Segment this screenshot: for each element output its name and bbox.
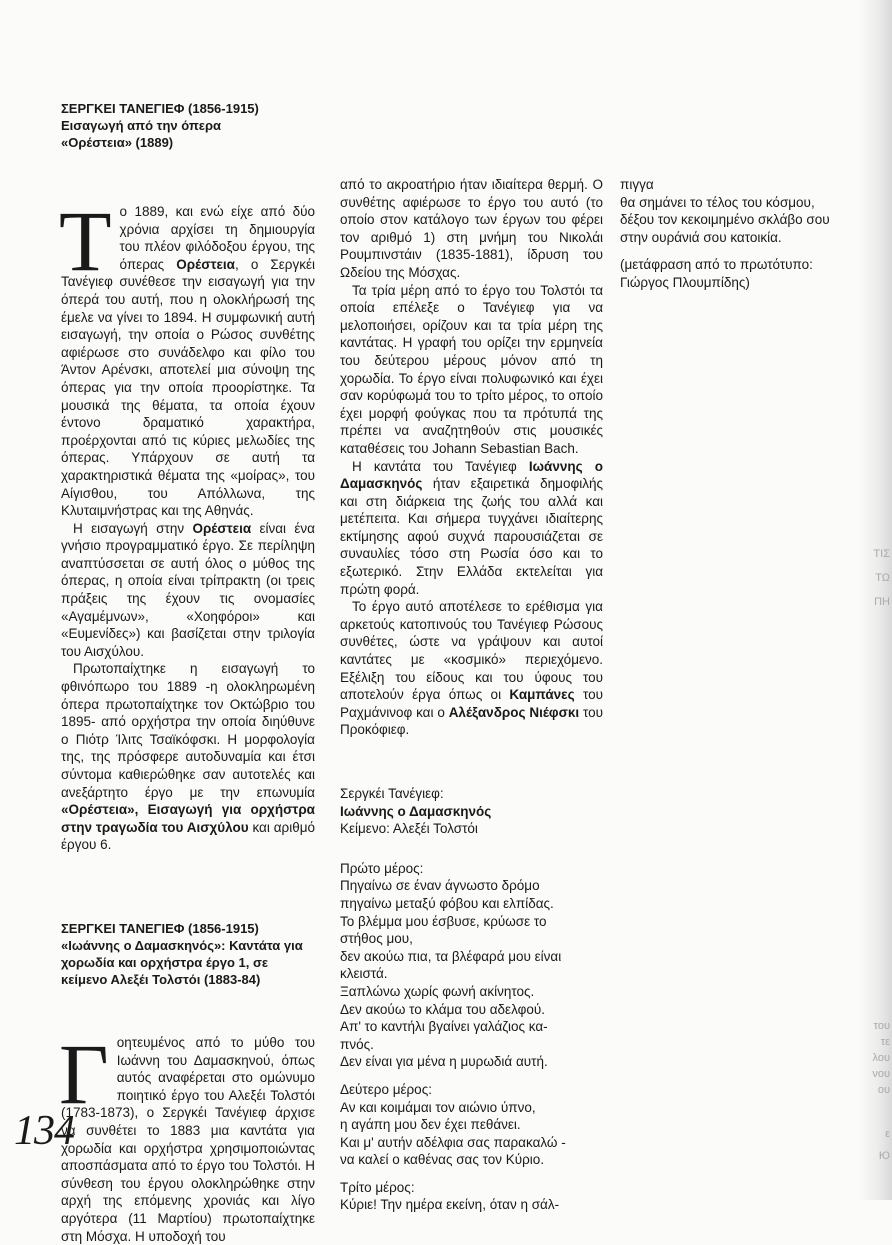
article2-paragraph [59,1025,315,1245]
translation-line: (μετάφραση από το πρωτότυπο: [620,257,813,273]
poem-line: πιγγα [620,177,654,192]
edge-fragment: ου [877,1084,890,1096]
text-run: Το έργο αυτό αποτέλεσε το ερέθισμα για αρκετούς κατοπινούς του Τανέγιεφ Ρώσους συνθέτες, ώστε να γράψουν και αυτοί καντάτες με «κοσμικό» περιεχόμενο. Εξέλιξη του είδους και του ύφους του αποτελούν έργα όπως οι [340,599,603,703]
article1-heading-line: ΣΕΡΓΚΕΙ ΤΑΝΕΓΙΕΦ (1856-1915) [61,101,259,116]
text-run: του Προκόφιεφ. [340,704,603,738]
poem-lines [340,877,603,1071]
text-run: Η εισαγωγή στην [73,520,193,536]
article2-paragraph [340,458,603,599]
poem-line: Κύριε! Την ημέρα εκείνη, όταν η σάλ- [340,1197,560,1213]
text-run: , ο Σεργκέι Τανέγιεφ συνέθεσε την εισαγωγή για την όπερά του αυτή, που η ολοκλήρωσή της έμελε να γίνει το 1894. Η συμφωνική αυτή εισαγωγή, την οποία ο Ρώσος συνθέτης αφιέρωσε στο συνάδελφο και φίλο του Άντον Αρένσκι, αποτελεί μια σύνοψη της όπερας για την οποία προορίστηκε. Τα μουσικά της θέματα, τα οποία έχουν έντονο δραματικό χαρακτήρα, προέρχονται από τις κύριες μελωδίες της όπερας. Υπάρχουν σε αυτή τα χαρακτηριστικά θέματα της «μοίρας», του Αίγισθου, του Απόλλωνα, της Κλυταιμνήστρας και της Αθηνάς. [61,256,315,519]
poem-line: Δεν είναι για μένα η μυρωδιά αυτή. [340,1054,548,1070]
poem-line: Αν και κοιμάμαι τον αιώνιο ύπνο, [340,1099,536,1115]
poem-part-title: Τρίτο μέρος: [340,1179,415,1195]
edge-fragment: ΤΙΣ [873,548,890,560]
article2-heading-line: «Ιωάννης ο Δαμασκηνός»: Καντάτα για χορωδία και ορχήστρα έργο 1, σε κείμενο Αλεξέι Τολστόι (1883-84) [61,937,303,987]
article2-paragraph: από το ακροατήριο ήταν ιδιαίτερα θερμή. Ο συνθέτης αφιέρωσε το έργο του αυτό (το οποίο στον κατάλογο των έργων του φέρει τον αριθμό 1) στη μνήμη του Νικολάι Ρουμπινστάιν (1835-1881), ίδρυση του Ωδείου της Μόσχας. [340,177,603,280]
poem-line: Πηγαίνω σε έναν άγνωστο δρόμο [340,878,540,894]
text-run: του Ραχμάνινοφ και ο [340,687,603,720]
text-run: Η καντάτα του Τανέγιεφ [352,458,529,474]
article2-heading-line: ΣΕΡΓΚΕΙ ΤΑΝΕΓΙΕΦ (1856-1915) [61,920,259,936]
poem-line: Το βλέμμα μου έσβυσε, κρύωσε το [340,913,547,929]
bold-title: Ορέστεια [176,256,235,272]
text-run: ο 1889, και ενώ είχε από δύο χρόνια αρχίσει τη δημιουργία του πλέον φιλόδοξου έργου, της όπερας [119,204,315,272]
article1-heading-line: Εισαγωγή από την όπερα [61,118,221,133]
text-run: και αριθμό έργου 6. [61,819,315,853]
column-middle [340,176,603,1214]
poem-lines [620,176,852,246]
edge-fragment: ΠΗ [874,596,890,608]
poem-line: δεν ακούω πια, τα βλέφαρά μου είναι [340,948,562,964]
poem-title: Ιωάννης ο Δαμασκηνός [340,803,492,819]
poem-line: Και μ' αυτήν αδέλφια σας παρακαλώ - [340,1134,566,1150]
translation-line: Γιώργος Πλουμπίδης) [620,274,750,290]
article2-paragraph [340,598,603,739]
poem-line: κλειστά. [340,966,388,982]
article1-paragraph [59,193,315,520]
edge-fragment: τε [880,1036,890,1048]
poem-line: θα σημάνει το τέλος του κόσμου, [620,194,815,210]
column-left [61,100,315,1245]
poem [340,785,603,1214]
poem-part-title: Δεύτερο μέρος: [340,1081,432,1097]
poem-line: πηγαίνω μεταξύ φόβου και ελπίδας. [340,895,554,911]
edge-fragment: Ю [878,1150,890,1162]
article1-paragraph [61,660,315,854]
text-run: οητευμένος από το μύθο του Ιωάννη του Δαμασκηνού, όπως αυτός αναφέρεται στο ομώνυμο ποιητικό έργο του Αλεξέι Τολστόι (1783-1873), ο Σεργκέι Τανέγιεφ άρχισε να συνθέτει το 1883 μια καντάτα για χορωδία και ορχήστρα χρησιμοποιώντας αποσπάσματα από το έργο του Τολστόι. Η σύνθεση του έργου ολοκληρώθηκε στην αρχή της επόμενης χρονιάς και λίγο αργότερα (11 Μαρτίου) πρωτοπαίχτηκε στη Μόσχα. Η υποδοχή του [61,1034,315,1244]
page-number: 134 [14,1108,74,1154]
article2-heading [61,920,315,988]
column-right [620,176,852,292]
text-run: είναι ένα γνήσιο προγραμματικό έργο. Σε περίληψη αναπτύσσεται σε αυτή όλος ο μύθος της όπερας, η οποία είναι τρίπρακτη (οι τρεις πράξεις της έχουν τις ονομασίες «Αγαμέμνων», «Χοηφόροι» και «Ευμενίδες») και βασίζεται στην τριλογία του Αισχύλου. [61,520,315,659]
poem-author: Σεργκέι Τανέγιεφ: [340,786,444,801]
poem-line: να καλεί ο καθένας σας τον Κύριο. [340,1152,545,1168]
edge-fragment: νου [872,1068,890,1080]
poem-text-by: Κείμενο: Αλεξέι Τολστόι [340,821,478,837]
bold-title: Ιωάννης ο Δαμασκηνός [340,458,604,492]
edge-fragment: λου [872,1052,890,1064]
poem-lines [340,1099,603,1169]
article2-paragraph: Τα τρία μέρη από το έργο του Τολστόι τα οποία επέλεξε ο Τανέγιεφ για να μελοποιήσει, ορίζουν και τα τρία μέρη της καντάτας. Η γραφή του ορίζει την ερμηνεία του δεύτερου μέρους μόνον από τη χορωδία. Το έργο είναι πολυφωνικό και έχει σαν κορύφωμά του το τρίτο μέρος, το οποίο έχει μορφή φούγκας που τα πρότυπά της πρέπει να αναζητηθούν στις μουσικές καταθέσεις του Johann Sebastian Bach. [340,282,603,456]
poem-line: Δεν ακούω το κλάμα του αδελφού. [340,1001,545,1017]
poem-line: στήθος μου, [340,931,413,947]
text-run: ήταν εξαιρετικά δημοφιλής και στη διάρκεια της ζωής του αλλά και μετέπειτα. Και σήμερα τυγχάνει ιδιαίτερης εκτίμησης αφού συχνά παρουσιάζεται σε συναυλίες τόσο στη Ρωσία όσο και το εξωτερικό. Στην Ελλάδα εκτελείται για πρώτη φορά. [340,476,603,597]
bold-title: Ορέστεια [192,520,252,536]
edge-fragment: του [873,1020,890,1032]
dropcap: Τ [59,193,112,289]
poem-part-1 [340,860,603,1071]
article1-heading-line: «Ορέστεια» (1889) [61,135,174,150]
poem-part-2 [340,1081,603,1169]
poem-line: δέξου τον κεκοιμημένο σκλάβο σου [620,212,830,228]
poem-lines [340,1196,603,1214]
dropcap: Γ [59,1025,109,1122]
edge-fragment: ε [885,1128,890,1140]
poem-line: πνός. [340,1036,374,1052]
poem-part-3 [340,1179,603,1214]
text-run: Πρωτοπαίχτηκε η εισαγωγή το φθινόπωρο του 1889 -η ολοκληρωμένη όπερα πρωτοπαίχτηκε τον Οκτώβριο του 1895- από ορχήστρα την οποία διηύθυνε ο Πιότρ Ίλιτς Τσαϊκόφσκι. Η μορφολογία της, της πρόσφερε αυτοδυναμία και έτσι σύντομα καθιερώθηκε σαν αυτοτελές και ανεξάρτητο έργο με την επωνυμία [61,661,315,800]
article1-heading [61,100,315,151]
poem-line: η αγάπη μου δεν έχει πεθάνει. [340,1117,521,1133]
poem-part-title: Πρώτο μέρος: [340,860,424,876]
bold-title: Αλέξανδρος Νιέφσκι [448,704,580,720]
edge-fragment: ΤΩ [875,572,890,584]
bold-title: «Ορέστεια», Εισαγωγή για ορχήστρα στην τραγωδία του Αισχύλου [61,802,315,835]
translation-credit [620,256,852,291]
poem-line: στην ουράνιά σου κατοικία. [620,229,782,245]
poem-line: Απ' το καντήλι βγαίνει γαλάζιος κα- [340,1019,548,1035]
bold-title: Καμπάνες [509,687,575,703]
article1-paragraph [61,520,315,661]
poem-line: Ξαπλώνω χωρίς φωνή ακίνητος. [340,983,535,999]
